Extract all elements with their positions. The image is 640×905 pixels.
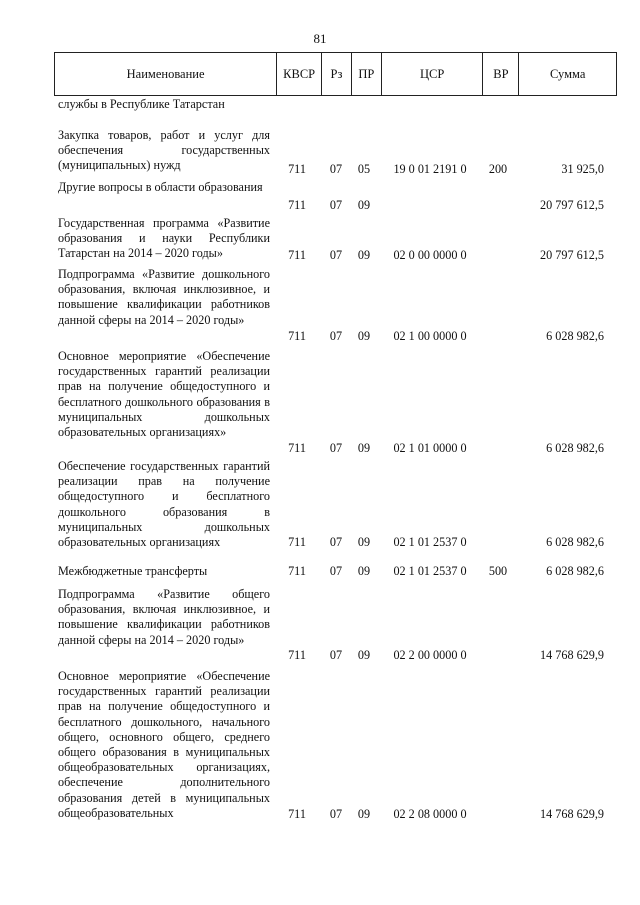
page-number: 81 xyxy=(313,31,327,46)
row-rz: 07 xyxy=(329,564,343,578)
row-sum: 20 797 612,5 xyxy=(540,198,604,212)
row-name: Основное мероприятие «Обеспечение государственных гарантий реализации прав на получение общедоступного и бесплатного дошкольного, начального общего, основного общего, среднего общего образования в муниципальных общеобразовательных организациях, обеспечение дополнительного образования детей в муниципальных общеобразовательных xyxy=(58,669,270,820)
row-sum: 6 028 982,6 xyxy=(546,535,604,549)
table-header xyxy=(54,52,617,96)
row-kvsr: 711 xyxy=(288,807,306,821)
header-csr: ЦСР xyxy=(382,53,484,95)
row-pr: 09 xyxy=(357,248,371,262)
row-vr: 200 xyxy=(488,162,508,176)
row-sum: 20 797 612,5 xyxy=(540,248,604,262)
row-kvsr: 711 xyxy=(288,441,306,455)
row-rz: 07 xyxy=(329,535,343,549)
row-rz: 07 xyxy=(329,162,343,176)
row-rz: 07 xyxy=(329,648,343,662)
header-sum: Сумма xyxy=(549,66,586,81)
row-sum: 14 768 629,9 xyxy=(540,648,604,662)
row-name: Межбюджетные трансферты xyxy=(58,564,208,578)
row-kvsr: 711 xyxy=(288,564,306,578)
row-kvsr: 711 xyxy=(288,198,306,212)
header-rz: Рз xyxy=(322,53,352,95)
row-pr: 09 xyxy=(357,329,371,343)
row-csr: 02 1 01 2537 0 xyxy=(393,535,467,549)
row-sum: 14 768 629,9 xyxy=(540,807,604,821)
row-csr: 02 2 08 0000 0 xyxy=(393,807,467,821)
row-sum: 31 925,0 xyxy=(561,162,604,176)
row-rz: 07 xyxy=(329,329,343,343)
row-csr: 02 1 01 2537 0 xyxy=(393,564,467,578)
row-name: Подпрограмма «Развитие общего образования, включая инклюзивное, и повышение квалификации работников данной сферы на 2014 – 2020 годы» xyxy=(58,587,270,647)
row-name: службы в Республике Татарстан xyxy=(58,97,225,111)
row-name: Подпрограмма «Развитие дошкольного образования, включая инклюзивное, и повышение квалификации работников данной сферы на 2014 – 2020 годы» xyxy=(58,267,270,327)
row-sum: 6 028 982,6 xyxy=(546,564,604,578)
row-csr: 02 1 01 0000 0 xyxy=(393,441,467,455)
row-pr: 09 xyxy=(357,564,371,578)
header-pr: ПР xyxy=(352,53,382,95)
row-sum: 6 028 982,6 xyxy=(546,329,604,343)
row-csr: 02 1 00 0000 0 xyxy=(393,329,467,343)
row-kvsr: 711 xyxy=(288,162,306,176)
row-pr: 09 xyxy=(357,807,371,821)
row-rz: 07 xyxy=(329,248,343,262)
row-csr: 02 0 00 0000 0 xyxy=(393,248,467,262)
row-pr: 09 xyxy=(357,535,371,549)
row-rz: 07 xyxy=(329,441,343,455)
row-kvsr: 711 xyxy=(288,535,306,549)
row-csr: 19 0 01 2191 0 xyxy=(393,162,467,176)
row-vr: 500 xyxy=(488,564,508,578)
row-name: Обеспечение государственных гарантий реализации прав на получение общедоступного и бесплатного дошкольного образования в муниципальных дошкольных образовательных организациях xyxy=(58,459,270,550)
row-name: Закупка товаров, работ и услуг для обеспечения государственных (муниципальных) нужд xyxy=(58,128,270,173)
row-kvsr: 711 xyxy=(288,329,306,343)
header-kvsr: КВСР xyxy=(277,53,322,95)
row-csr: 02 2 00 0000 0 xyxy=(393,648,467,662)
row-name: Основное мероприятие «Обеспечение государственных гарантий реализации прав на получение общедоступного и бесплатного дошкольного образования в муниципальных дошкольных образовательных организациях» xyxy=(58,349,270,440)
row-kvsr: 711 xyxy=(288,248,306,262)
row-pr: 09 xyxy=(357,648,371,662)
row-kvsr: 711 xyxy=(288,648,306,662)
row-rz: 07 xyxy=(329,198,343,212)
row-name: Государственная программа «Развитие образования и науки Республики Татарстан на 2014 – 2020 годы» xyxy=(58,216,270,261)
row-pr: 05 xyxy=(357,162,371,176)
header-vr: ВР xyxy=(483,53,519,95)
row-sum: 6 028 982,6 xyxy=(546,441,604,455)
row-rz: 07 xyxy=(329,807,343,821)
row-name: Другие вопросы в области образования xyxy=(58,180,263,194)
row-pr: 09 xyxy=(357,198,371,212)
header-name: Наименование xyxy=(55,53,277,95)
row-pr: 09 xyxy=(357,441,371,455)
